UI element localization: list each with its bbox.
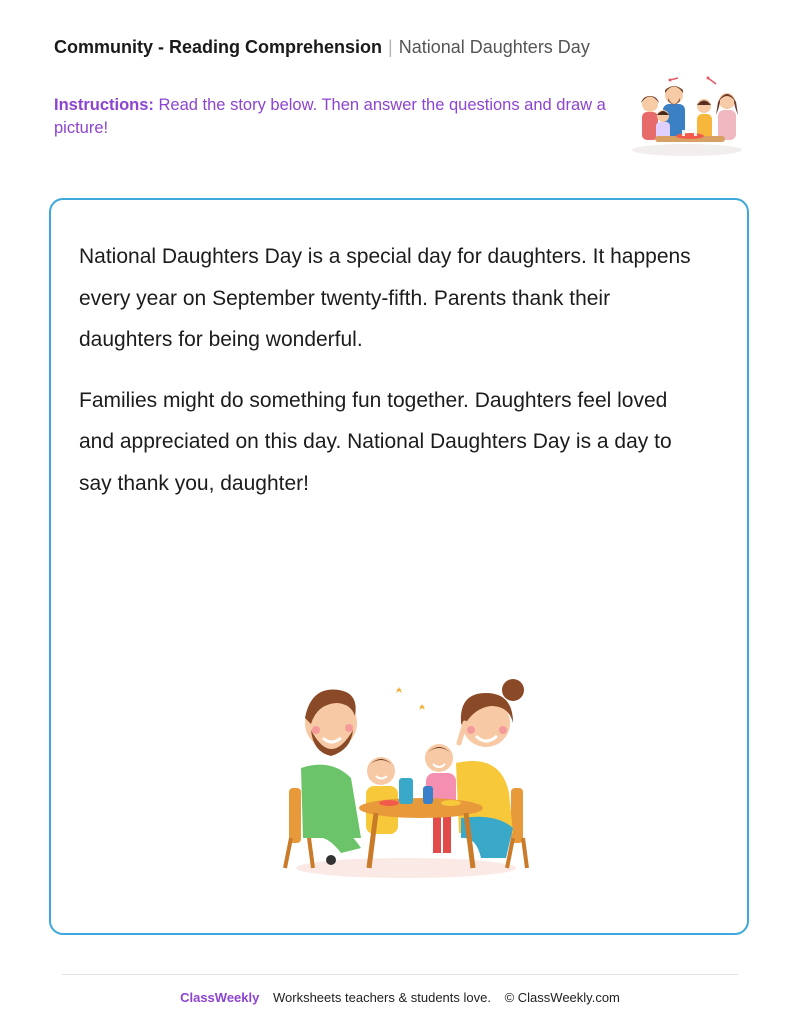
story-paragraph: National Daughters Day is a special day for daughters. It happens every year on September twenty-fifth. Parents thank their daughters for being wonderful.: [79, 245, 691, 351]
footer-copyright: © ClassWeekly.com: [504, 990, 620, 1005]
family-dinner-illustration-small: [630, 70, 745, 160]
footer: [0, 990, 800, 1005]
footer-tagline: Worksheets teachers & students love.: [272, 990, 491, 1005]
header-separator: |: [388, 37, 393, 57]
story-paragraph: Families might do something fun together. Daughters feel loved and appreciated on this day. National Daughters Day is a day to say thank you, daughter!: [79, 388, 672, 495]
instructions: [54, 94, 614, 140]
worksheet-header: [54, 37, 604, 58]
story-box: [49, 198, 749, 935]
story-text: [79, 236, 699, 523]
instructions-text: Read the story below. Then answer the questions and draw a picture!: [54, 96, 606, 137]
instructions-label: Instructions:: [54, 96, 154, 114]
footer-divider: [62, 974, 738, 975]
family-at-table-illustration: [281, 668, 531, 883]
worksheet-topic: National Daughters Day: [398, 37, 590, 57]
footer-brand: ClassWeekly: [180, 990, 260, 1005]
worksheet-subject: Community - Reading Comprehension: [54, 37, 383, 57]
